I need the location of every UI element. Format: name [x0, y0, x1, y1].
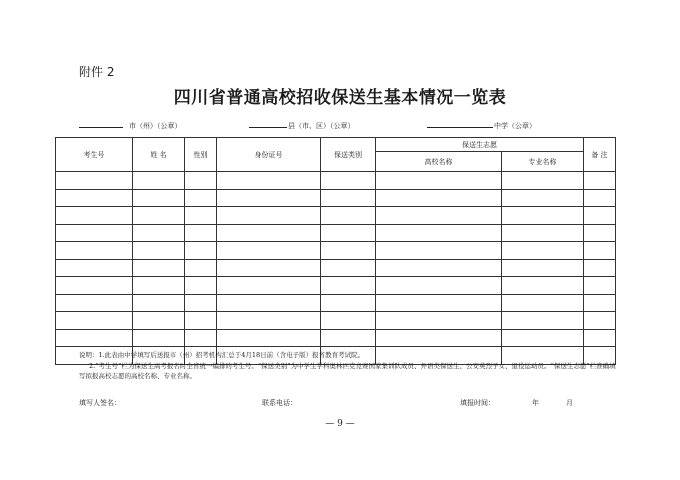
- table-cell[interactable]: [321, 259, 376, 277]
- table-row: [56, 277, 616, 295]
- table-cell[interactable]: [133, 329, 185, 347]
- table-cell[interactable]: [584, 207, 616, 225]
- table-cell[interactable]: [133, 207, 185, 225]
- month-label: 月: [566, 399, 573, 407]
- table-cell[interactable]: [133, 259, 185, 277]
- table-cell[interactable]: [376, 277, 502, 295]
- col-header-gender: 性别: [185, 138, 217, 172]
- table-cell[interactable]: [502, 172, 584, 190]
- note-line-1: 说明：1.此表由中学填写后送报市（州）招考机构汇总于4月18日前（含电子版）报省教育考试院。: [79, 351, 365, 359]
- table-cell[interactable]: [217, 224, 321, 242]
- table-cell[interactable]: [217, 312, 321, 330]
- table-cell[interactable]: [321, 224, 376, 242]
- table-cell[interactable]: [502, 259, 584, 277]
- table-cell[interactable]: [502, 224, 584, 242]
- table-cell[interactable]: [584, 172, 616, 190]
- table-row: [56, 172, 616, 190]
- table-cell[interactable]: [185, 242, 217, 260]
- table-cell[interactable]: [56, 259, 133, 277]
- col-header-name: 姓 名: [133, 138, 185, 172]
- table-cell[interactable]: [185, 224, 217, 242]
- table-row: [56, 294, 616, 312]
- table-cell[interactable]: [584, 259, 616, 277]
- table-cell[interactable]: [133, 224, 185, 242]
- table-cell[interactable]: [584, 312, 616, 330]
- table-row: [56, 259, 616, 277]
- table-row: [56, 224, 616, 242]
- table-cell[interactable]: [321, 277, 376, 295]
- table-cell[interactable]: [584, 329, 616, 347]
- table-cell[interactable]: [185, 329, 217, 347]
- table-row: [56, 207, 616, 225]
- table-cell[interactable]: [217, 207, 321, 225]
- table-cell[interactable]: [376, 224, 502, 242]
- table-cell[interactable]: [376, 242, 502, 260]
- table-cell[interactable]: [56, 224, 133, 242]
- table-cell[interactable]: [133, 277, 185, 295]
- table-cell[interactable]: [56, 172, 133, 190]
- table-cell[interactable]: [502, 277, 584, 295]
- table-cell[interactable]: [56, 189, 133, 207]
- table-cell[interactable]: [56, 207, 133, 225]
- form-title: 四川省普通高校招收保送生基本情况一览表: [173, 88, 507, 108]
- table-cell[interactable]: [133, 242, 185, 260]
- table-cell[interactable]: [56, 242, 133, 260]
- table-cell[interactable]: [133, 172, 185, 190]
- table-cell[interactable]: [133, 294, 185, 312]
- table-cell[interactable]: [376, 259, 502, 277]
- col-header-preference: 保送生志愿: [376, 138, 584, 152]
- table-cell[interactable]: [321, 189, 376, 207]
- table-cell[interactable]: [321, 294, 376, 312]
- table-row: [56, 242, 616, 260]
- table-cell[interactable]: [376, 207, 502, 225]
- county-label: 县（市、区）（公章）: [288, 122, 355, 130]
- table-cell[interactable]: [376, 294, 502, 312]
- school-label: 中学（公章）: [494, 122, 536, 130]
- attachment-label: 附件 2: [79, 65, 115, 79]
- table-cell[interactable]: [584, 242, 616, 260]
- table-cell[interactable]: [584, 277, 616, 295]
- table-cell[interactable]: [321, 329, 376, 347]
- student-table: [55, 137, 616, 365]
- table-cell[interactable]: [376, 189, 502, 207]
- col-header-major: 专业名称: [502, 152, 584, 172]
- table-cell[interactable]: [502, 207, 584, 225]
- signer-label: 填写人签名：: [79, 399, 121, 407]
- date-label: 填报时间：: [460, 399, 495, 407]
- table-cell[interactable]: [185, 189, 217, 207]
- col-header-id-number: 身份证号: [217, 138, 321, 172]
- table-cell[interactable]: [185, 207, 217, 225]
- table-body: [56, 172, 616, 365]
- table-cell[interactable]: [321, 312, 376, 330]
- table-cell[interactable]: [502, 312, 584, 330]
- col-header-remarks: 备 注: [584, 138, 616, 172]
- table-cell[interactable]: [376, 329, 502, 347]
- table-cell[interactable]: [321, 242, 376, 260]
- col-header-university: 高校名称: [376, 152, 502, 172]
- city-blank-line[interactable]: [79, 127, 123, 128]
- table-cell[interactable]: [584, 294, 616, 312]
- table-cell[interactable]: [584, 224, 616, 242]
- table-cell[interactable]: [56, 329, 133, 347]
- table-cell[interactable]: [56, 277, 133, 295]
- table-row: [56, 189, 616, 207]
- note-line-2: 2.“考生号”栏为保送生高考报名时全省统一编排的考生号。“保送类别”为中学生学科奥林匹克竞赛国家集训队成员、外语类保送生、公安英烈子女、退役运动员。“保送生志愿”栏准确填写拟报高校志愿的高校名称、专业名称。: [79, 361, 616, 380]
- table-cell[interactable]: [185, 294, 217, 312]
- table-cell[interactable]: [502, 189, 584, 207]
- table-cell[interactable]: [185, 312, 217, 330]
- table-cell[interactable]: [217, 329, 321, 347]
- table-cell[interactable]: [56, 294, 133, 312]
- table-cell[interactable]: [217, 277, 321, 295]
- page-number: — 9 —: [325, 419, 355, 429]
- table-cell[interactable]: [185, 172, 217, 190]
- table-cell[interactable]: [321, 172, 376, 190]
- table-cell[interactable]: [217, 259, 321, 277]
- table-cell[interactable]: [217, 189, 321, 207]
- city-label: 市（州）（公章）: [129, 122, 182, 130]
- table-cell[interactable]: [133, 189, 185, 207]
- phone-label: 联系电话：: [262, 399, 297, 407]
- table-cell[interactable]: [185, 259, 217, 277]
- table-cell[interactable]: [56, 312, 133, 330]
- year-label: 年: [532, 399, 539, 407]
- table-cell[interactable]: [217, 172, 321, 190]
- notes-section: [79, 350, 619, 382]
- table-cell[interactable]: [321, 207, 376, 225]
- table-cell[interactable]: [502, 242, 584, 260]
- table-row: [56, 329, 616, 347]
- school-blank-line[interactable]: [427, 127, 493, 128]
- col-header-category: 保送类别: [321, 138, 376, 172]
- table-cell[interactable]: [376, 312, 502, 330]
- table-cell[interactable]: [217, 294, 321, 312]
- table-cell[interactable]: [502, 294, 584, 312]
- fill-in-row: [79, 119, 599, 133]
- table-cell[interactable]: [217, 242, 321, 260]
- county-blank-line[interactable]: [249, 127, 287, 128]
- table-row: [56, 312, 616, 330]
- table-cell[interactable]: [185, 277, 217, 295]
- table-cell[interactable]: [502, 329, 584, 347]
- table-cell[interactable]: [133, 312, 185, 330]
- table-cell[interactable]: [584, 189, 616, 207]
- table-cell[interactable]: [376, 172, 502, 190]
- col-header-exam-number: 考生号: [56, 138, 133, 172]
